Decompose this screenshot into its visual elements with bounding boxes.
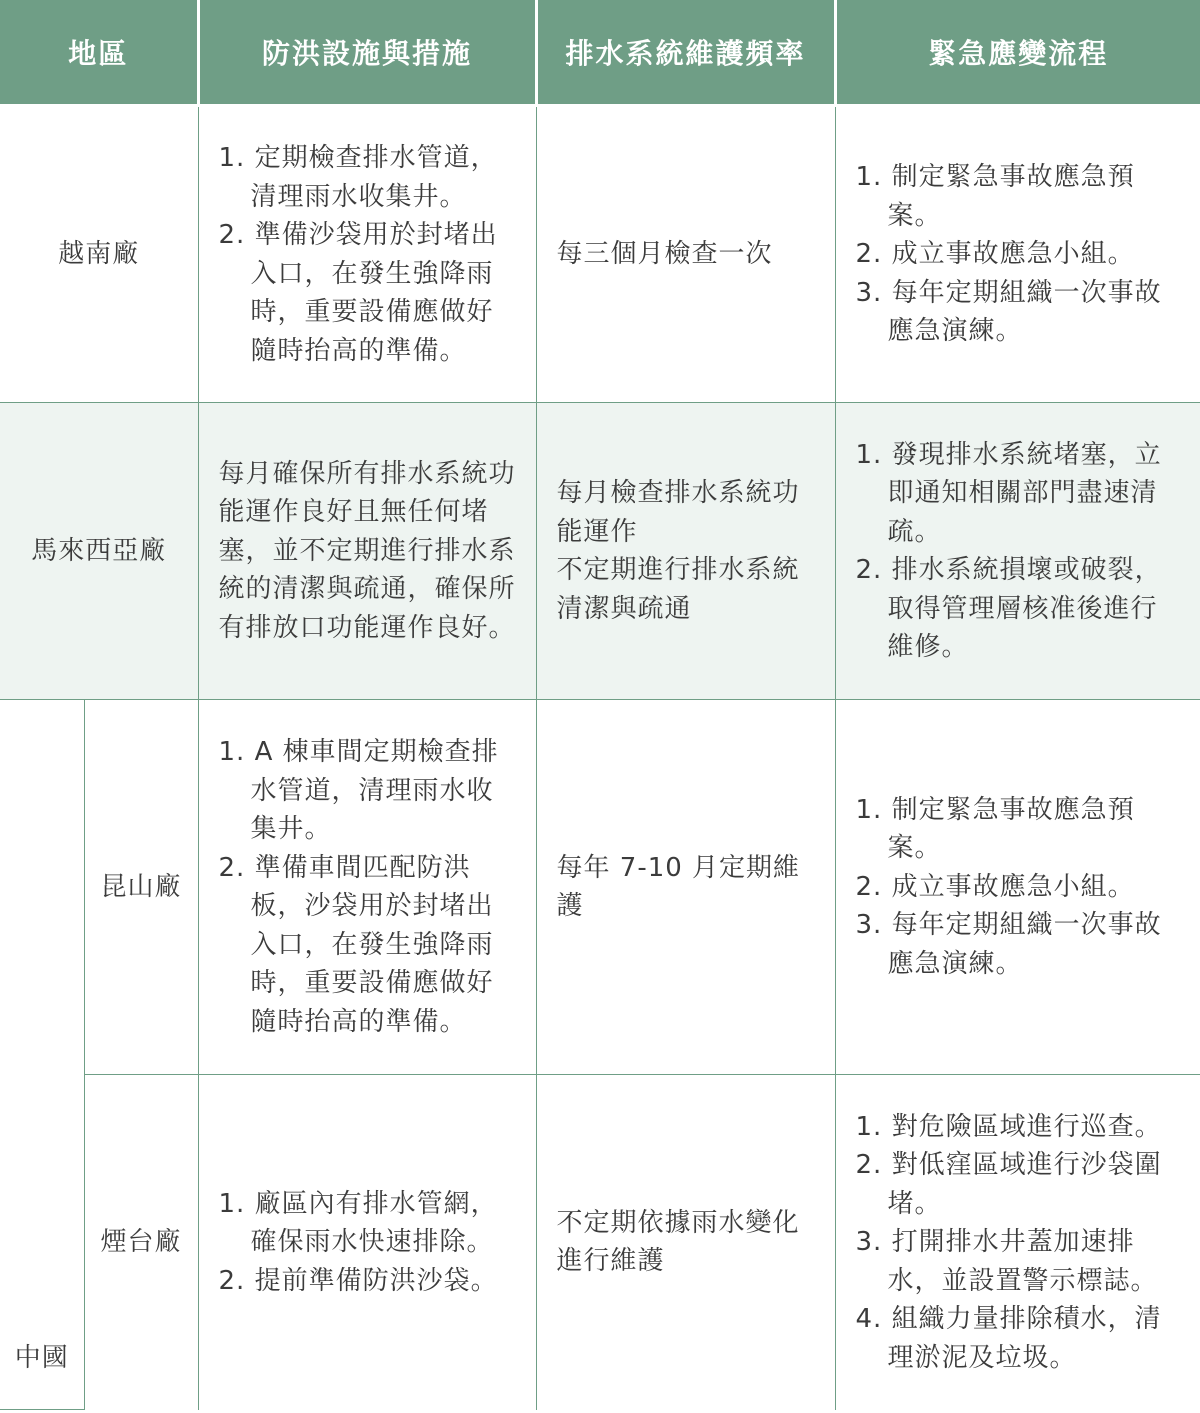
- region-malaysia: 馬來西亞廠: [0, 403, 198, 700]
- table-row-malaysia: [0, 403, 1200, 700]
- list-item: 1. 廠區內有排水管網，確保雨水快速排除。: [218, 1188, 498, 1257]
- table-row-kunshan: [0, 700, 1200, 1075]
- list-item: 3. 打開排水井蓋加速排水，並設置警示標誌。: [855, 1227, 1158, 1296]
- table-row-vietnam: [0, 106, 1200, 403]
- region-yantai: 煙台廠: [84, 1075, 198, 1410]
- list-item: 1. 定期檢查排水管道，清理雨水收集井。: [218, 143, 498, 212]
- frequency-line: 不定期進行排水系統清潔與疏通: [556, 555, 800, 624]
- region-vietnam: 越南廠: [0, 106, 198, 403]
- emergency-kunshan: [835, 700, 1200, 1075]
- list-item: 2. 準備車間匹配防洪板，沙袋用於封堵出入口，在發生強降雨時，重要設備應做好隨時抬高的準備。: [218, 852, 494, 1037]
- list-item: 2. 排水系統損壞或破裂，取得管理層核准後進行維修。: [855, 555, 1162, 662]
- header-row: [0, 0, 1200, 106]
- list-item: 1. 對危險區域進行巡查。: [855, 1111, 1162, 1142]
- frequency-line: 每月檢查排水系統功能運作: [556, 478, 800, 547]
- list-item: 2. 成立事故應急小組。: [855, 871, 1135, 902]
- header-region: 地區: [0, 0, 198, 106]
- emergency-malaysia: [835, 403, 1200, 700]
- emergency-yantai: [835, 1075, 1200, 1410]
- measures-yantai: [198, 1075, 536, 1410]
- table-row-yantai: [0, 1075, 1200, 1410]
- emergency-vietnam: [835, 106, 1200, 403]
- frequency-vietnam: 每三個月檢查一次: [536, 106, 835, 403]
- list-item: 1. 發現排水系統堵塞，立即通知相關部門盡速清疏。: [855, 439, 1162, 547]
- measures-kunshan: [198, 700, 536, 1075]
- list-item: 1. A 棟車間定期檢查排水管道，清理雨水收集井。: [218, 737, 499, 844]
- list-item: 3. 每年定期組織一次事故應急演練。: [855, 277, 1162, 347]
- frequency-malaysia: [536, 403, 835, 700]
- region-kunshan: 昆山廠: [84, 700, 198, 1075]
- measures-malaysia: 每月確保所有排水系統功能運作良好且無任何堵塞，並不定期進行排水系統的清潔與疏通，確保所有排放口功能運作良好。: [198, 403, 536, 700]
- list-item: 1. 制定緊急事故應急預案。: [855, 794, 1135, 864]
- list-item: 2. 提前準備防洪沙袋。: [218, 1265, 498, 1296]
- list-item: 4. 組織力量排除積水，清理淤泥及垃圾。: [855, 1304, 1162, 1373]
- header-measures: 防洪設施與措施: [198, 0, 536, 106]
- list-item: 2. 對低窪區域進行沙袋圍堵。: [855, 1150, 1162, 1219]
- measures-vietnam: [198, 106, 536, 403]
- list-item: 2. 成立事故應急小組。: [855, 239, 1135, 270]
- list-item: 3. 每年定期組織一次事故應急演練。: [855, 910, 1162, 979]
- header-emergency: 緊急應變流程: [835, 0, 1200, 106]
- frequency-yantai: 不定期依據雨水變化進行維護: [536, 1075, 835, 1410]
- list-item: 2. 準備沙袋用於封堵出入口，在發生強降雨時，重要設備應做好隨時抬高的準備。: [218, 220, 498, 366]
- frequency-kunshan: 每年 7-10 月定期維護: [536, 700, 835, 1075]
- header-frequency: 排水系統維護頻率: [536, 0, 835, 106]
- region-china: 中國: [0, 700, 84, 1410]
- list-item: 1. 制定緊急事故應急預案。: [855, 162, 1135, 231]
